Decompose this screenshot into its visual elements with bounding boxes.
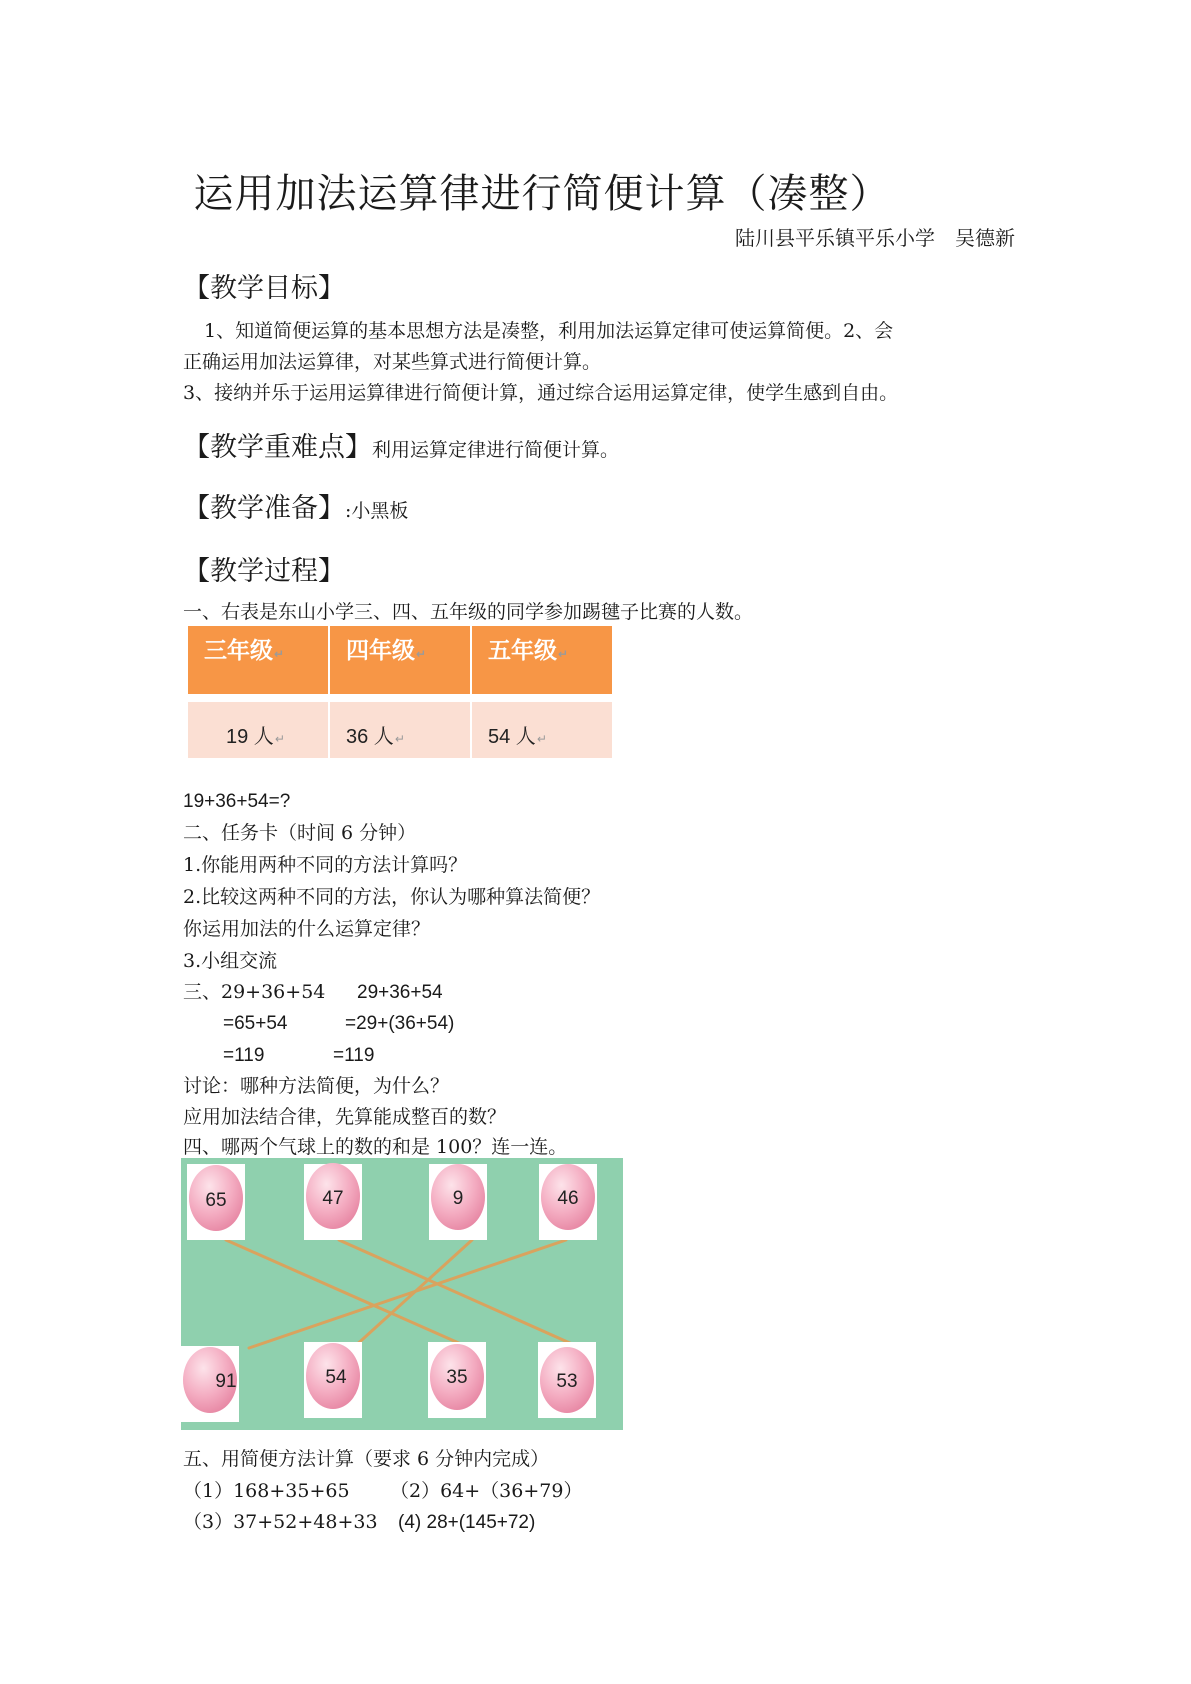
question-1: 1.你能用两种不同的方法计算吗？ [183, 854, 468, 876]
balloon-number: 9 [452, 1188, 464, 1209]
prep-heading: 【教学准备】 [183, 493, 345, 524]
section3-expr-a: 三、29+36+54 [183, 981, 326, 1003]
prep-text: :小黑板 [345, 500, 409, 522]
table-value-cell: 19 人↵ [188, 702, 328, 758]
balloon-number: 54 [325, 1367, 347, 1388]
section5-text: 五、用简便方法计算（要求 6 分钟内完成） [183, 1448, 550, 1470]
table-header-cell: 三年级↵ [188, 626, 328, 694]
author-line: 陆川县平乐镇平乐小学 吴德新 [735, 226, 1015, 250]
keypoint-text: 利用运算定律进行简便计算。 [372, 439, 620, 461]
table-value-cell: 36 人↵ [330, 702, 470, 758]
section4-text: 四、哪两个气球上的数的和是 100？连一连。 [183, 1136, 568, 1158]
keypoint-block [183, 425, 619, 464]
process-heading: 【教学过程】 [183, 556, 345, 587]
goals-line-1: 1、知道简便运算的基本思想方法是凑整，利用加法运算定律可使运算简便。2、会 [204, 320, 894, 342]
section1-text: 一、右表是东山小学三、四、五年级的同学参加踢毽子比赛的人数。 [183, 601, 754, 623]
document-title: 运用加法运算律进行简便计算（凑整） [193, 171, 891, 217]
keypoint-heading: 【教学重难点】 [183, 432, 372, 463]
prep-block [183, 486, 408, 525]
expression-line: 19+36+54=? [183, 791, 291, 812]
balloon-number: 47 [322, 1188, 344, 1209]
section3-step-b: =29+(36+54) [345, 1013, 455, 1034]
question-3: 3.小组交流 [183, 950, 278, 972]
balloon-number: 65 [205, 1190, 227, 1211]
question-2b: 你运用加法的什么运算定律？ [183, 918, 431, 940]
balloon-panel [181, 1158, 623, 1430]
section2-text: 二、任务卡（时间 6 分钟） [183, 822, 417, 844]
goals-heading: 【教学目标】 [183, 273, 345, 304]
grade-table [188, 626, 612, 754]
table-value-cell: 54 人↵ [472, 702, 612, 758]
section3-step-a: =65+54 [223, 1013, 288, 1034]
section3-result-a: =119 [223, 1045, 265, 1066]
problem-1: （1）168+35+65 [183, 1480, 350, 1502]
problem-2: （2）64+（36+79） [390, 1480, 583, 1502]
goals-line-3: 3、接纳并乐于运用运算律进行简便计算，通过综合运用运算定律，使学生感到自由。 [183, 382, 899, 404]
balloon-number: 35 [446, 1367, 468, 1388]
associative-text: 应用加法结合律，先算能成整百的数？ [183, 1106, 507, 1128]
balloon-illustration [181, 1158, 623, 1430]
balloon-number: 53 [556, 1371, 578, 1392]
table-header-cell: 五年级↵ [472, 626, 612, 694]
section3-result-b: =119 [333, 1045, 375, 1066]
balloon-number: 91 [215, 1371, 237, 1392]
goals-line-2: 正确运用加法运算律，对某些算式进行简便计算。 [183, 351, 602, 373]
discussion-text: 讨论：哪种方法简便，为什么？ [183, 1075, 450, 1097]
balloon-number: 46 [557, 1188, 579, 1209]
table-header-cell: 四年级↵ [330, 626, 470, 694]
question-2: 2.比较这两种不同的方法，你认为哪种算法简便？ [183, 886, 601, 908]
section3-expr-b: 29+36+54 [357, 982, 443, 1003]
problem-4: (4) 28+(145+72) [398, 1512, 536, 1533]
problem-3: （3）37+52+48+33 [183, 1511, 378, 1533]
